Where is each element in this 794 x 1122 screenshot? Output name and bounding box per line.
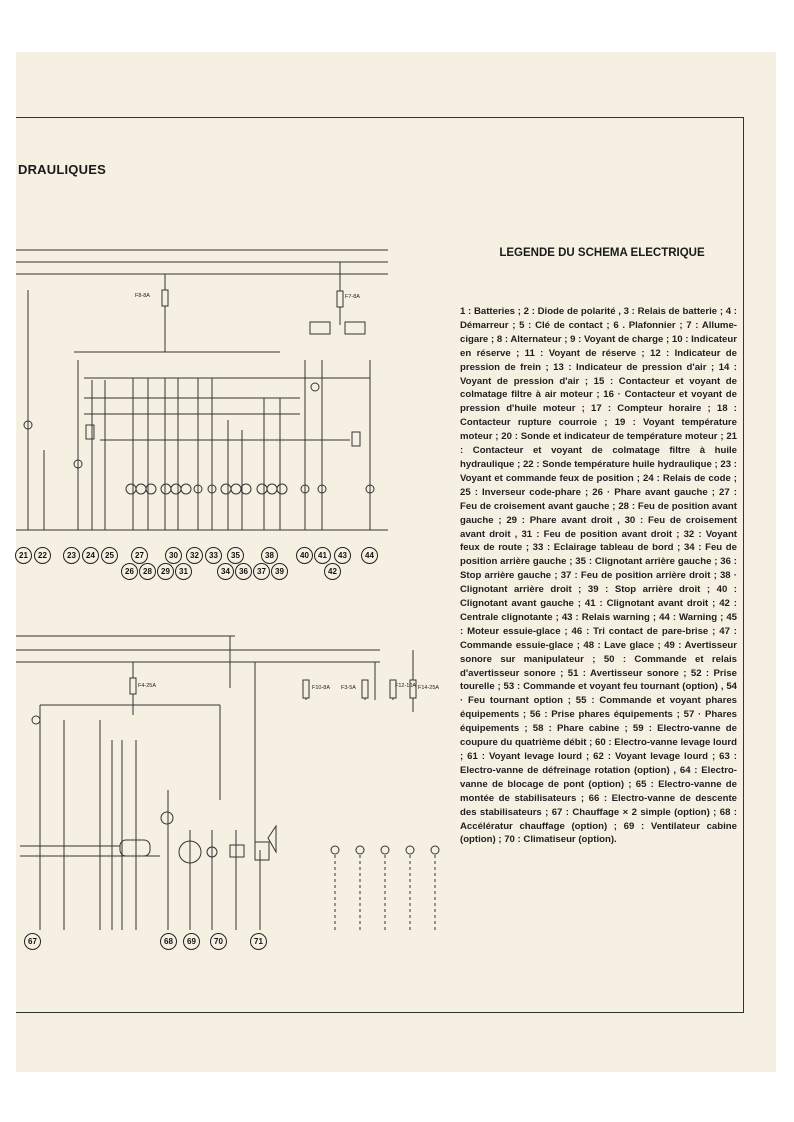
fuse-label: F4-25A [138,683,157,689]
fuse-label: F3-5A [341,685,356,691]
component-number: 28 [139,563,156,580]
component-number: 30 [165,547,182,564]
fuse-label: F10-8A [312,685,331,691]
component-number: 41 [314,547,331,564]
component-number: 25 [101,547,118,564]
component-number: 21 [15,547,32,564]
component-number: 32 [186,547,203,564]
component-number: 26 [121,563,138,580]
component-number: 68 [160,933,177,950]
component-number: 37 [253,563,270,580]
component-number: 31 [175,563,192,580]
legend-title: LEGENDE DU SCHEMA ELECTRIQUE [499,247,705,259]
page-title: DRAULIQUES [18,162,106,177]
component-number: 44 [361,547,378,564]
fuse-label: F14-25A [418,685,440,691]
component-number: 39 [271,563,288,580]
component-number: 24 [82,547,99,564]
fuse-label: F8-8A [135,293,150,299]
fuse-label: F7-8A [345,294,360,300]
component-number: 29 [157,563,174,580]
component-number: 70 [210,933,227,950]
component-number: 23 [63,547,80,564]
component-number: 42 [324,563,341,580]
component-number: 36 [235,563,252,580]
fuse-label: F12-10A [395,683,417,689]
component-number: 43 [334,547,351,564]
component-number: 71 [250,933,267,950]
component-number: 40 [296,547,313,564]
component-number: 69 [183,933,200,950]
component-number: 27 [131,547,148,564]
component-number: 38 [261,547,278,564]
component-number: 67 [24,933,41,950]
component-number: 33 [205,547,222,564]
component-number: 35 [227,547,244,564]
component-number: 34 [217,563,234,580]
component-number: 22 [34,547,51,564]
legend-text: 1 : Batteries ; 2 : Diode de polarité , 3 : Relais de batterie ; 4 : Démarreur ; 5 : Clé de contact ; 6 . Plafonnier ; 7 : Allume-cigare ; 8 : Alternateur ; 9 : Voyant de charge ; 10 : Indicateur en réserve ; 11 : Voyant de réserve ; 12 : Indicateur de pression de frein ; 13 : Indicateur de pression d'air ; 14 : Voyant de pression d'air ; 15 : Contacteur et voyant de colmatage filtre à air moteur ; 16 · Contacteur et voyant de pression d'huile moteur ; 17 : Compteur horaire ; 18 : Contacteur rupture courroie ; 19 : Voyant température moteur ; 20 : Sonde et indicateur de température moteur ; 21 : Contacteur et voyant de colmatage filtre à huile hydraulique ; 22 : Sonde température huile hydraulique ; 23 : Voyant et commande feux de position ; 24 : Relais de code ; 25 : Inverseur code-phare ; 26 · Phare avant gauche ; 27 : Feu de croisement avant gauche ; 28 : Feu de position avant gauche ; 29 : Phare avant droit , 30 : Feu de croisement avant droit , 31 : Feu de position avant droit ; 32 : Voyant feux de route ; 33 : Eclairage tableau de bord ; 34 : Feu de position arrière gauche ; 35 : Clignotant arrière gauche ; 36 : Stop arrière gauche ; 37 : Feu de position arrière droit ; 38 · Clignotant arrière droit ; 39 : Stop arrière droit ; 40 : Clignotant avant gauche ; 41 : Clignotant avant droit ; 42 : Centrale clignotante ; 43 : Relais warning ; 44 : Warning ; 45 : Moteur essuie-glace ; 46 : Tri contact de pare-brise ; 47 : Commande essuie-glace ; 48 : Lave glace ; 49 : Avertisseur sonore sur manipulateur ; 50 : Commande et relais d'avertisseur sonore ; 51 : Avertisseur sonore ; 52 : Prise tourelle ; 53 : Commande et voyant feu tournant (option) , 54 · Feu tournant option ; 55 : Commande et voyant phares équipements ; 56 : Prise phares équipements ; 57 · Phares équipements ; 58 : Phare cabine ; 59 : Electro-vanne de coupure du quatrième débit ; 60 : Electro-vanne levage lourd ; 61 : Voyant levage lourd ; 62 : Voyant levage lourd ; 63 : Electro-vanne de défreinage rotation (option) , 64 : Electro-vanne de blocage de pont (option) ; 65 : Electro-vanne de montée de stabilisateurs ; 66 : Electro-vanne de descente des stabilisateurs ; 67 : Chauffage × 2 simple (option) ; 68 : Accélératur chauffage (option) ; 69 : Ventilateur cabine (option) ; 70 : Climatiseur (option). [460,306,737,846]
